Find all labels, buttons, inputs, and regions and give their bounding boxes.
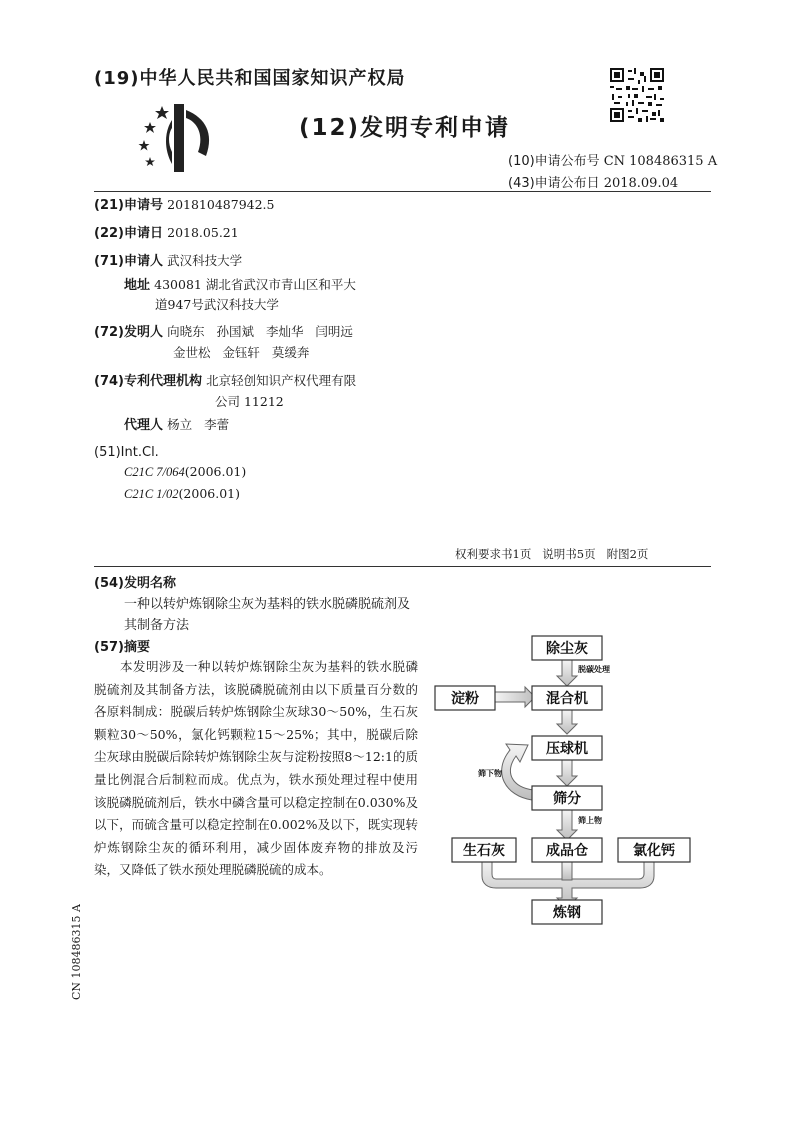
arrow-undersize-return	[502, 744, 534, 800]
flow-label-product: 成品仓	[546, 843, 588, 859]
agency-line-1: 北京轻创知识产权代理有限	[206, 373, 357, 388]
address-row	[124, 274, 356, 296]
flow-label-starch: 淀粉	[451, 691, 479, 707]
inventors-row	[94, 321, 353, 343]
document-type: (12)发明专利申请	[299, 115, 511, 141]
ipc-version: (2006.01)	[178, 486, 240, 501]
publication-date-row	[508, 172, 678, 191]
agent-label: 代理人	[124, 418, 164, 433]
abstract-text: 本发明涉及一种以转炉炼钢除尘灰为基料的铁水脱磷脱硫剂及其制备方法，该脱磷脱硫剂由以下质量百分数的各原料制成：脱碳后转炉炼钢除尘灰球30～50%，生石灰颗粒30～50%，氯化钙颗粒15～25%；其中，脱碳后除尘灰球由脱碳后除转炉炼钢除尘灰与淀粉按照8～12:1的质量比例混合后制粒而成。优点为，铁水预处理过程中使用该脱磷脱硫剂后，铁水中磷含量可以稳定控制在0.030%及以下，而硫含量可以稳定控制在0.002%及以下，既实现转炉炼钢除尘灰的循环利用，减少固体废弃物的排放及污染，又降低了铁水预处理脱磷脱硫的成本。	[94, 659, 418, 878]
address-label: 地址	[124, 278, 151, 293]
publication-number: CN 108486315 A	[603, 154, 718, 169]
publication-date: 2018.09.04	[603, 176, 679, 191]
side-publication-number: CN 108486315 A	[70, 904, 83, 1000]
arrow-mixer-to-press	[557, 710, 577, 734]
inventors-line-2	[173, 342, 309, 364]
flow-label-mixer: 混合机	[546, 691, 588, 707]
invention-title: 一种以转炉炼钢除尘灰为基料的铁水脱磷脱硫剂及其制备方法	[124, 597, 411, 633]
pages-divider	[94, 566, 711, 567]
applicant-label: (71)申请人	[94, 254, 163, 269]
application-number: 201810487942.5	[167, 197, 275, 212]
ipc-entry	[124, 464, 246, 480]
publication-number-row	[508, 150, 717, 169]
flow-label-screen: 筛分	[553, 791, 581, 807]
applicant: 武汉科技大学	[167, 253, 243, 268]
flow-note-decarb: 脱碳处理	[578, 665, 610, 674]
agency-label: (74)专利代理机构	[94, 374, 202, 389]
agency-line-2-text: 公司 11212	[215, 394, 284, 409]
applicant-row	[94, 250, 242, 272]
qr-code-icon	[610, 68, 664, 122]
abstract-section-label: (57)摘要	[94, 640, 150, 655]
arrow-product-down	[562, 862, 572, 880]
inventors-label: (72)发明人	[94, 325, 163, 340]
ipc-label: (51)Int.Cl.	[94, 445, 159, 460]
agency-row	[94, 370, 356, 392]
application-date: 2018.05.21	[167, 225, 239, 240]
address-line-2	[155, 294, 279, 316]
ipc-label-row	[94, 442, 159, 463]
inventors-line-1: 向晓东 孙国斌 李灿华 闫明远	[167, 324, 353, 339]
application-number-row	[94, 194, 275, 216]
publication-number-label: (10)申请公布号	[508, 154, 600, 169]
application-date-label: (22)申请日	[94, 226, 163, 241]
agent: 杨立 李蕾	[167, 417, 230, 432]
arrow-dust-to-mixer	[557, 660, 577, 686]
ipc-version: (2006.01)	[184, 464, 247, 479]
arrow-screen-to-product	[557, 810, 577, 840]
cnipa-logo-icon	[128, 100, 218, 172]
arrow-press-to-screen	[557, 760, 577, 786]
patent-office-name: (19)中华人民共和国国家知识产权局	[94, 68, 406, 89]
application-date-row	[94, 222, 239, 244]
agent-row	[124, 414, 229, 436]
page-count-info: 权利要求书1页 说明书5页 附图2页	[455, 547, 649, 561]
address-line-1: 430081 湖北省武汉市青山区和平大	[154, 277, 356, 292]
header-divider	[94, 191, 711, 192]
flow-label-steel: 炼钢	[553, 905, 581, 921]
ipc-code: C21C 1/02	[124, 487, 179, 501]
flow-label-lime: 生石灰	[463, 843, 505, 859]
address-line-2-text: 道947号武汉科技大学	[155, 297, 279, 312]
arrow-starch-to-mixer	[495, 687, 535, 707]
ipc-entry	[124, 486, 240, 502]
process-flowchart	[425, 632, 715, 932]
flow-label-cacl2: 氯化钙	[633, 843, 675, 859]
inventors-line-2-text: 金世松 金钰轩 莫缓奔	[173, 345, 310, 360]
flow-note-oversize: 筛上物	[578, 816, 602, 825]
title-section-label: (54)发明名称	[94, 576, 176, 591]
flow-label-dust: 除尘灰	[546, 641, 588, 657]
flow-label-press: 压球机	[546, 741, 588, 757]
flow-note-undersize: 筛下物	[478, 769, 502, 778]
publication-date-label: (43)申请公布日	[508, 176, 600, 191]
agency-line-2	[215, 391, 284, 413]
ipc-code: C21C 7/064	[124, 465, 185, 479]
application-number-label: (21)申请号	[94, 198, 163, 213]
